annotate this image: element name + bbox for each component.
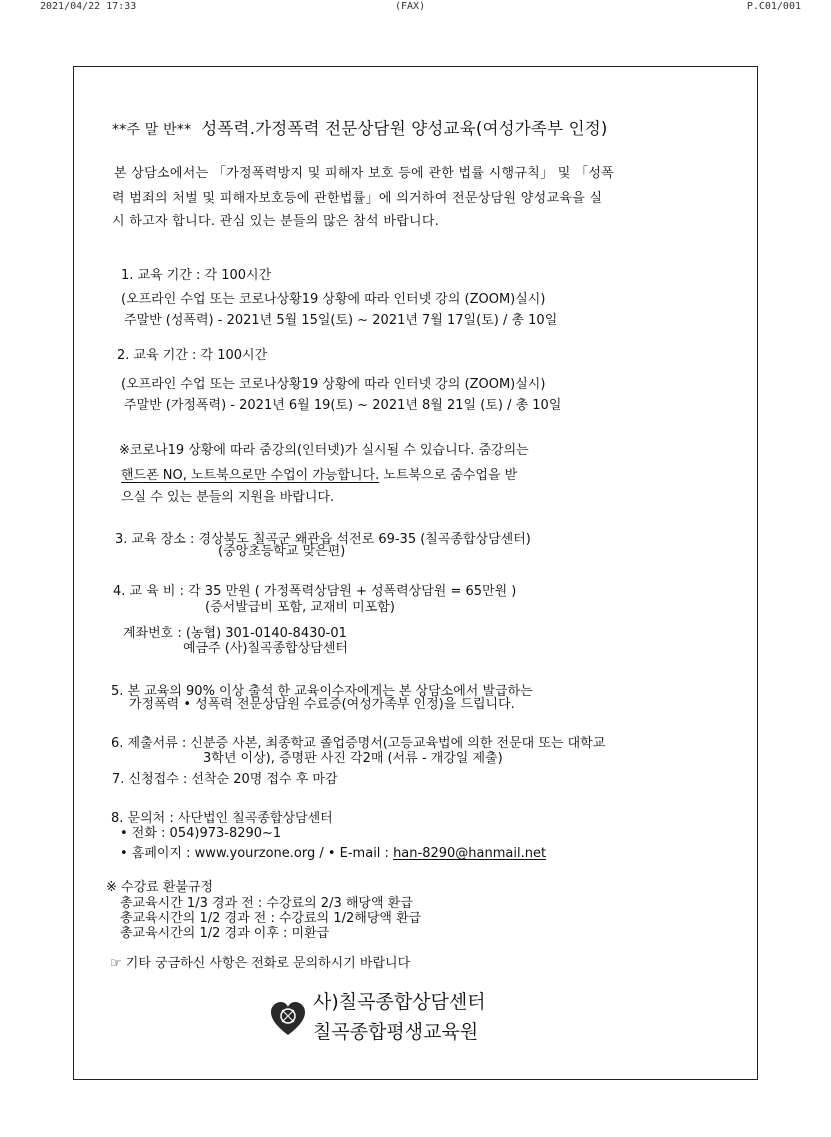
- documents-line-2: 3학년 이상), 증명판 사진 각2매 (서류 - 개강일 제출): [203, 751, 503, 766]
- certificate-line-1: 5. 본 교육의 90% 이상 출석 한 교육이수자에게는 본 상담소에서 발급하는: [111, 684, 533, 699]
- certificate-line-2: 가정폭력 • 성폭력 전문상담원 수료증(여성가족부 인정)을 드립니다.: [129, 697, 515, 712]
- covid-notice-line-3: 으실 수 있는 분들의 지원을 바랍니다.: [121, 490, 335, 505]
- intro-line-1: 본 상담소에서는 「가정폭력방지 및 피해자 보호 등에 관한 법률 시행규칙」 및 「성폭: [114, 166, 615, 181]
- covid-notice-line-1: ※코로나19 상황에 따라 줌강의(인터넷)가 실시될 수 있습니다. 줌강의는: [119, 443, 529, 458]
- contact-phone: • 전화 : 054)973-8290~1: [120, 826, 282, 841]
- fee-line-2: (증서발급비 포함, 교재비 미포함): [205, 600, 395, 615]
- fee-line-1: 4. 교 육 비 : 각 35 만원 ( 가정폭력상담원 + 성폭력상담원 = 65만원 ): [113, 584, 517, 599]
- contact-web-email: [120, 846, 546, 862]
- organization-seal-icon: [268, 999, 308, 1039]
- contact-website: • 홈페이지 : www.yourzone.org / • E-mail :: [120, 846, 394, 861]
- course2-heading: 2. 교육 기간 : 각 100시간: [117, 348, 268, 363]
- contact-email-link[interactable]: han-8290@hanmail.net: [393, 846, 547, 861]
- covid-notice-underlined: 핸드폰 NO, 노트북으로만 수업이 가능합니다.: [121, 468, 380, 483]
- covid-notice-rest: 노트북으로 줌수업을 받: [379, 468, 518, 483]
- location-line-2: (중앙초등학교 맞은편): [218, 544, 346, 559]
- fax-header: [0, 0, 831, 14]
- course1-schedule: 주말반 (성폭력) - 2021년 5월 15일(토) ~ 2021년 7월 17일(토) / 총 10일: [124, 313, 558, 328]
- account-holder: 예금주 (사)칠곡종합상담센터: [183, 641, 348, 656]
- documents-line-1: 6. 제출서류 : 신분증 사본, 최종학교 졸업증명서(고등교육법에 의한 전문대 또는 대학교: [111, 736, 606, 751]
- footer-org-education-center: 칠곡종합평생교육원: [313, 1021, 479, 1043]
- covid-notice-line-2: [121, 468, 517, 484]
- intro-line-2: 력 범죄의 처벌 및 피해자보호등에 관한법률」에 의거하여 전문상담원 양성교육을 실: [112, 191, 603, 206]
- intro-line-3: 시 하고자 합니다. 관심 있는 분들의 많은 참석 바랍니다.: [112, 214, 440, 229]
- course1-note: (오프라인 수업 또는 코로나상황19 상황에 따라 인터넷 강의 (ZOOM)실시): [121, 292, 546, 307]
- weekend-class-badge: **주 말 반**: [112, 122, 192, 138]
- course2-note: (오프라인 수업 또는 코로나상황19 상황에 따라 인터넷 강의 (ZOOM)실시): [121, 377, 546, 392]
- title-text: 성폭력.가정폭력 전문상담원 양성교육(여성가족부 인정): [201, 119, 608, 138]
- refund-rule-3: 총교육시간의 1/2 경과 이후 : 미환급: [120, 926, 330, 941]
- fax-datetime: 2021/04/22 17:33: [40, 1, 137, 12]
- closing-note: ☞ 기타 궁금하신 사항은 전화로 문의하시기 바랍니다: [110, 956, 411, 971]
- fax-mode: (FAX): [395, 1, 426, 12]
- document-title: [112, 119, 608, 140]
- registration-info: 7. 신청접수 : 선착순 20명 접수 후 마감: [112, 772, 338, 787]
- account-number: 계좌번호 : (농협) 301-0140-8430-01: [123, 626, 347, 641]
- refund-rule-1: 총교육시간 1/3 경과 전 : 수강료의 2/3 해당액 환급: [120, 896, 413, 911]
- footer-org-counseling-center: 사)칠곡종합상담센터: [313, 991, 486, 1013]
- location-line-1: 3. 교육 장소 : 경상북도 칠곡군 왜관읍 석전로 69-35 (칠곡종합상담센터): [115, 532, 531, 547]
- refund-heading: ※ 수강료 환불규정: [106, 880, 214, 895]
- refund-rule-2: 총교육시간의 1/2 경과 전 : 수강료의 1/2해당액 환급: [120, 911, 422, 926]
- course2-schedule: 주말반 (가정폭력) - 2021년 6월 19(토) ~ 2021년 8월 21일 (토) / 총 10일: [124, 398, 562, 413]
- contact-heading: 8. 문의처 : 사단법인 칠곡종합상담센터: [111, 811, 333, 826]
- fax-page-number: P.C01/001: [746, 1, 801, 12]
- course1-heading: 1. 교육 기간 : 각 100시간: [121, 268, 272, 283]
